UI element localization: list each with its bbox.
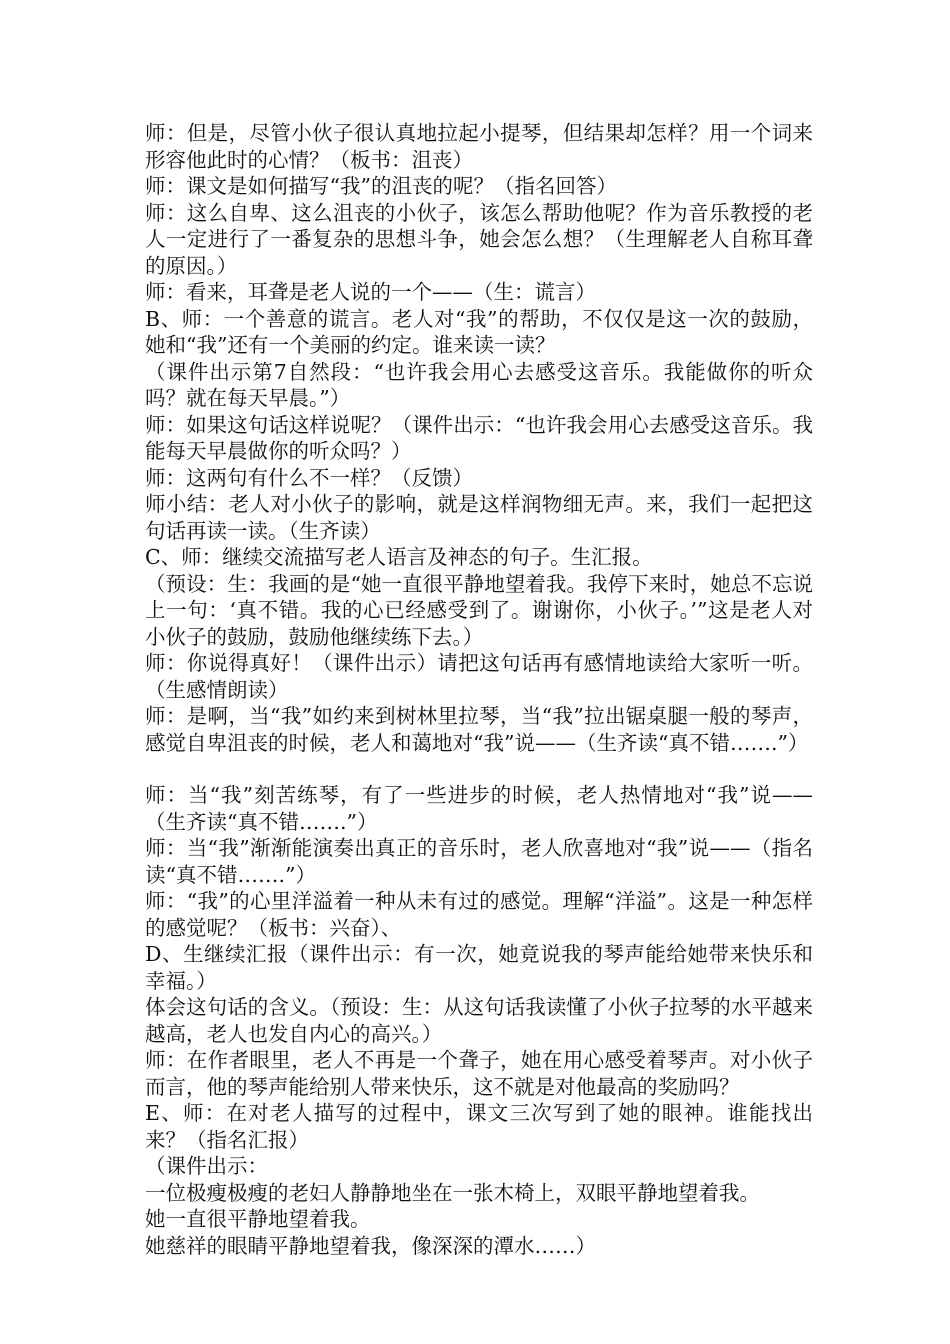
paragraph: 她慈祥的眼睛平静地望着我，像深深的潭水……） bbox=[145, 1233, 596, 1258]
paragraph: 师：这两句有什么不一样？（反馈） bbox=[145, 465, 473, 490]
paragraph: 师：在作者眼里，老人不再是一个聋子，她在用心感受着琴声。对小伙子而言，他的琴声能给别人带来快乐，这不就是对他最高的奖励吗？ bbox=[145, 1048, 813, 1099]
paragraph: 她一直很平静地望着我。 bbox=[145, 1207, 371, 1231]
paragraph: C、师：继续交流描写老人语言及神态的句子。生汇报。 bbox=[145, 545, 653, 569]
paragraph: （预设：生：我画的是“她一直很平静地望着我。我停下来时，她总不忘说上一句：‘真不错。我的心已经感受到了。谢谢你，小伙子。’”这是老人对小伙子的鼓励，鼓励他继续练下去。） bbox=[145, 571, 813, 649]
paragraph: 师：课文是如何描写“我”的沮丧的呢？（指名回答） bbox=[145, 174, 617, 198]
paragraph: 师：如果这句话这样说呢？（课件出示：“也许我会用心去感受这音乐。我能每天早晨做你的听众吗？） bbox=[145, 412, 813, 463]
paragraph: B、师：一个善意的谎言。老人对“我”的帮助，不仅仅是这一次的鼓励，她和“我”还有一个美丽的约定。谁来读一读？ bbox=[145, 306, 813, 357]
paragraph: 师：你说得真好！（课件出示）请把这句话再有感情地读给大家听一听。（生感情朗读） bbox=[145, 651, 813, 702]
paragraph: 师小结：老人对小伙子的影响，就是这样润物细无声。来，我们一起把这句话再读一读。（生齐读） bbox=[145, 492, 813, 543]
paragraph: 师：看来，耳聋是老人说的一个——（生：谎言） bbox=[145, 280, 596, 304]
paragraph: 师：但是，尽管小伙子很认真地拉起小提琴，但结果却怎样？用一个词来形容他此时的心情？（板书：沮丧） bbox=[145, 121, 813, 172]
paragraph: 师：“我”的心里洋溢着一种从未有过的感觉。理解“洋溢”。这是一种怎样的感觉呢？（板书：兴奋）、 bbox=[145, 889, 813, 940]
paragraph: 师：当“我”渐渐能演奏出真正的音乐时，老人欣喜地对“我”说——（指名读“真不错…….”） bbox=[145, 836, 813, 887]
paragraph: 师：是啊，当“我”如约来到树林里拉琴，当“我”拉出锯桌腿一般的琴声，感觉自卑沮丧的时候，老人和蔼地对“我”说——（生齐读“真不错…….”） bbox=[145, 704, 813, 755]
document-body bbox=[145, 120, 813, 1259]
paragraph: （课件出示： bbox=[145, 1154, 268, 1178]
blank-line bbox=[145, 756, 813, 782]
paragraph: 师：当“我”刻苦练琴，有了一些进步的时候，老人热情地对“我”说——（生齐读“真不错…….”） bbox=[145, 783, 813, 834]
paragraph: E、师：在对老人描写的过程中，课文三次写到了她的眼神。谁能找出来？（指名汇报） bbox=[145, 1101, 813, 1152]
paragraph: D、生继续汇报（课件出示：有一次，她竟说我的琴声能给她带来快乐和幸福。） bbox=[145, 942, 813, 993]
paragraph: （课件出示第7自然段：“也许我会用心去感受这音乐。我能做你的听众吗？就在每天早晨。”） bbox=[145, 359, 813, 410]
paragraph: 师：这么自卑、这么沮丧的小伙子，该怎么帮助他呢？作为音乐教授的老人一定进行了一番复杂的思想斗争，她会怎么想？（生理解老人自称耳聋的原因。） bbox=[145, 200, 813, 278]
paragraph: 一位极瘦极瘦的老妇人静静地坐在一张木椅上，双眼平静地望着我。 bbox=[145, 1180, 760, 1205]
paragraph: 体会这句话的含义。（预设：生：从这句话我读懂了小伙子拉琴的水平越来越高，老人也发自内心的高兴。） bbox=[145, 995, 813, 1046]
